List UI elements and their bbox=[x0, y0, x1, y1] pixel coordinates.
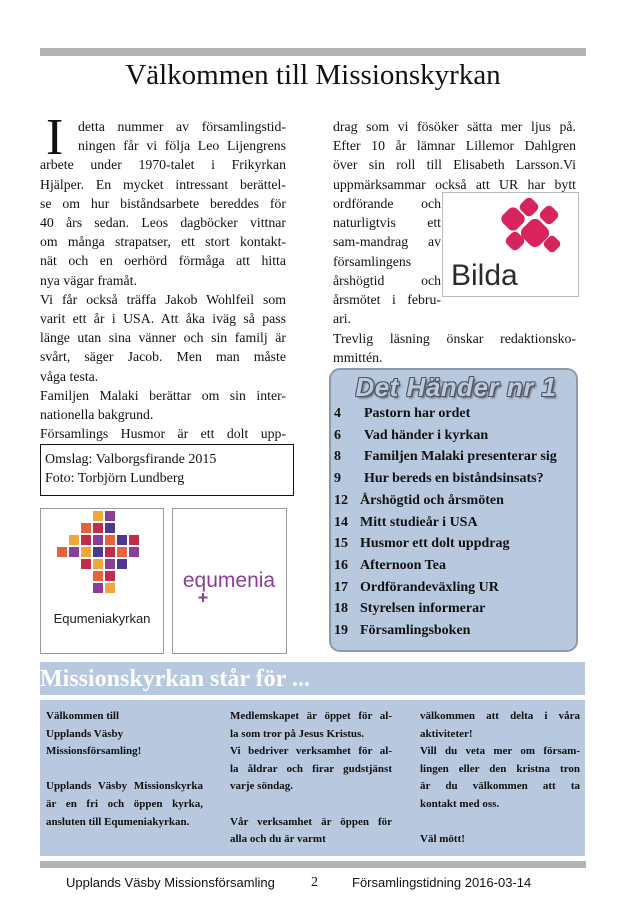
text-line: nya vägar framåt. bbox=[40, 272, 137, 288]
contents-page-number: 8 bbox=[334, 449, 341, 465]
stands-for-heading bbox=[40, 662, 585, 698]
text-line: Upplands Väsby bbox=[46, 727, 124, 740]
text-line: la åldrar och firar gudstjänst bbox=[230, 762, 392, 775]
text-line bbox=[46, 761, 203, 779]
text-line: församlingens bbox=[333, 253, 412, 269]
contents-label: Styrelsen informerar bbox=[360, 601, 486, 617]
contents-item bbox=[334, 469, 544, 489]
text-line: Trevlig läsning önskar redaktionsko- bbox=[333, 331, 576, 346]
intro-column-right-top bbox=[333, 117, 576, 194]
text-line: ari. bbox=[333, 311, 352, 327]
text-line: se om hur biståndsarbete bereddes för bbox=[40, 195, 286, 211]
contents-item bbox=[334, 556, 446, 576]
bottom-rule bbox=[40, 861, 586, 868]
contents-item bbox=[334, 447, 557, 467]
text-line: Efter 10 år lämnar Lillemor Dahlgren bbox=[333, 138, 576, 154]
contents-label: Hur bereds en biståndsinsats? bbox=[364, 471, 544, 487]
text-line: Familjen Malaki berättar om sin inter- bbox=[40, 387, 286, 403]
bilda-logo bbox=[442, 192, 579, 297]
text-line: om många strapatser, ett stort kontakt- bbox=[40, 234, 286, 250]
contents-page-number: 17 bbox=[334, 579, 348, 595]
text-line: är en fri och öppen kyrka, bbox=[46, 797, 203, 810]
text-line: varje söndag. bbox=[230, 780, 293, 793]
equmeniakyrkan-logo bbox=[40, 508, 164, 654]
text-line: uppmärksammar också att UR har bytt bbox=[333, 176, 576, 192]
text-line: sam-mandrag av bbox=[333, 234, 441, 250]
page-title: Välkommen till Missionskyrkan bbox=[125, 59, 501, 91]
equmeniakyrkan-cross-icon bbox=[41, 509, 163, 653]
contents-page-number: 18 bbox=[334, 601, 348, 617]
text-line: välkommen att delta i våra bbox=[420, 710, 580, 722]
text-line: Vi får också träffa Jakob Wohlfeil som bbox=[40, 291, 286, 307]
equmenia-logo-text: equmenia bbox=[182, 569, 276, 592]
intro-column-right-bottom bbox=[333, 329, 576, 367]
contents-label: Ordförandeväxling UR bbox=[360, 579, 499, 595]
text-line: svårt, säger Jacob. Men man måste bbox=[40, 349, 286, 365]
contents-item bbox=[334, 534, 509, 554]
text-line: nationella bakgrund. bbox=[40, 407, 154, 423]
text-line: ordförande och bbox=[333, 196, 441, 211]
text-line: nät och en oerhörd förmåga att hitta bbox=[40, 253, 286, 269]
intro-column-right-narrow bbox=[333, 194, 441, 328]
stands-for-panel bbox=[40, 700, 585, 856]
equmeniakyrkan-logo-text: Equmeniakyrkan bbox=[53, 611, 151, 626]
text-line: Medlemskapet är öppet för al- bbox=[230, 710, 392, 722]
contents-item bbox=[334, 404, 470, 424]
contents-label: Husmor ett dolt uppdrag bbox=[360, 536, 510, 552]
text-line bbox=[420, 814, 580, 832]
stands-for-column-1 bbox=[46, 708, 203, 831]
contents-item bbox=[334, 599, 485, 619]
contents-page-number: 19 bbox=[334, 623, 348, 638]
contents-label: Familjen Malaki presenterar sig bbox=[364, 449, 557, 465]
text-line: 40 års sedan. Leos dagböcker vittnar bbox=[40, 215, 286, 231]
text-line: detta nummer av församlingstid- bbox=[78, 119, 286, 134]
contents-label: Församlingsboken bbox=[360, 623, 471, 638]
top-rule bbox=[40, 48, 586, 56]
text-line: Församlings Husmor är ett dolt upp- bbox=[40, 426, 286, 442]
text-line: naturligtvis ett bbox=[333, 215, 441, 231]
footer-issue: Församlingstidning 2016-03-14 bbox=[352, 875, 532, 890]
text-line: ansluten till Equmeniakyrkan. bbox=[46, 815, 190, 828]
contents-page-number: 9 bbox=[334, 471, 341, 487]
text-line: Vår verksamhet är öppen för bbox=[230, 815, 392, 828]
contents-label: Pastorn har ordet bbox=[364, 406, 471, 421]
bilda-mark-icon bbox=[443, 193, 578, 296]
text-line: alla och du är varmt bbox=[230, 833, 326, 846]
footer-organization: Upplands Väsby Missionsförsamling bbox=[66, 875, 275, 890]
stands-for-heading-text: Missionskyrkan står för ... bbox=[40, 666, 310, 692]
text-line: lingen eller den kristna tron bbox=[420, 762, 580, 775]
text-line: Välkommen till bbox=[46, 710, 120, 722]
text-line: arbete under 1970-talet i Frikyrkan bbox=[40, 157, 286, 173]
text-line: årsmötet i febru- bbox=[333, 292, 441, 308]
contents-page-number: 12 bbox=[334, 492, 348, 508]
text-line: länge utan sina vänner och sin familj är bbox=[40, 330, 286, 346]
text-line: Missionsförsamling! bbox=[46, 745, 142, 758]
text-line: våga testa. bbox=[40, 368, 99, 384]
contents-page-number: 6 bbox=[334, 427, 341, 443]
text-line: Hjälper. En mycket intressant berättel- bbox=[40, 176, 286, 192]
text-line: över sin roll till Elisabeth Larsson.Vi bbox=[333, 157, 576, 173]
contents-page-number: 4 bbox=[334, 406, 341, 421]
text-line: Upplands Väsby Missionskyrka bbox=[46, 780, 203, 793]
equmenia-wordmark-icon bbox=[173, 509, 286, 653]
text-line: aktiviteter! bbox=[420, 727, 473, 740]
text-line: Väl mött! bbox=[420, 833, 465, 846]
text-line bbox=[230, 796, 392, 814]
contents-page-number: 15 bbox=[334, 536, 348, 552]
contents-page-number: 14 bbox=[334, 514, 348, 530]
text-line: är du välkommen att ta bbox=[420, 780, 580, 793]
photo-credit-line: Foto: Torbjörn Lundberg bbox=[45, 471, 185, 486]
contents-label: Afternoon Tea bbox=[360, 557, 446, 573]
cover-caption-line: Omslag: Valborgsfirande 2015 bbox=[45, 452, 217, 467]
intro-column-left bbox=[40, 117, 286, 443]
contents-label: Mitt studieår i USA bbox=[360, 514, 478, 530]
contents-item bbox=[334, 513, 478, 533]
text-line: mmittén. bbox=[333, 350, 383, 366]
text-line: Vill du veta mer om försam- bbox=[420, 745, 580, 758]
contents-page-number: 16 bbox=[334, 557, 348, 573]
text-line: årshögtid och bbox=[333, 272, 441, 288]
contents-item bbox=[334, 578, 499, 598]
footer-page-number: 2 bbox=[311, 875, 318, 890]
bilda-logo-text: Bilda bbox=[451, 259, 518, 292]
contents-item bbox=[334, 426, 488, 446]
drop-cap: I bbox=[46, 109, 64, 166]
contents-box bbox=[329, 368, 578, 652]
equmenia-logo bbox=[172, 508, 287, 654]
text-line: ningen får vi följa Leo Lijengrens bbox=[78, 138, 286, 154]
stands-for-column-3 bbox=[420, 708, 580, 849]
text-line: varit ett år i USA. Att åka iväg så pass bbox=[40, 311, 286, 327]
stands-for-column-2 bbox=[230, 708, 392, 849]
contents-item bbox=[334, 491, 504, 511]
contents-label: Årshögtid och årsmöten bbox=[360, 492, 504, 508]
text-line: Vi bedriver verksamhet för al- bbox=[230, 745, 392, 758]
text-line: kontakt med oss. bbox=[420, 797, 500, 810]
contents-item bbox=[334, 621, 470, 641]
text-line: la som tror på Jesus Kristus. bbox=[230, 727, 365, 740]
contents-label: Vad händer i kyrkan bbox=[364, 427, 489, 443]
contents-title: Det Händer nr 1 bbox=[355, 372, 557, 402]
text-line: drag som vi fösöker sätta mer ljus på. bbox=[333, 119, 576, 134]
cover-caption bbox=[40, 444, 294, 496]
